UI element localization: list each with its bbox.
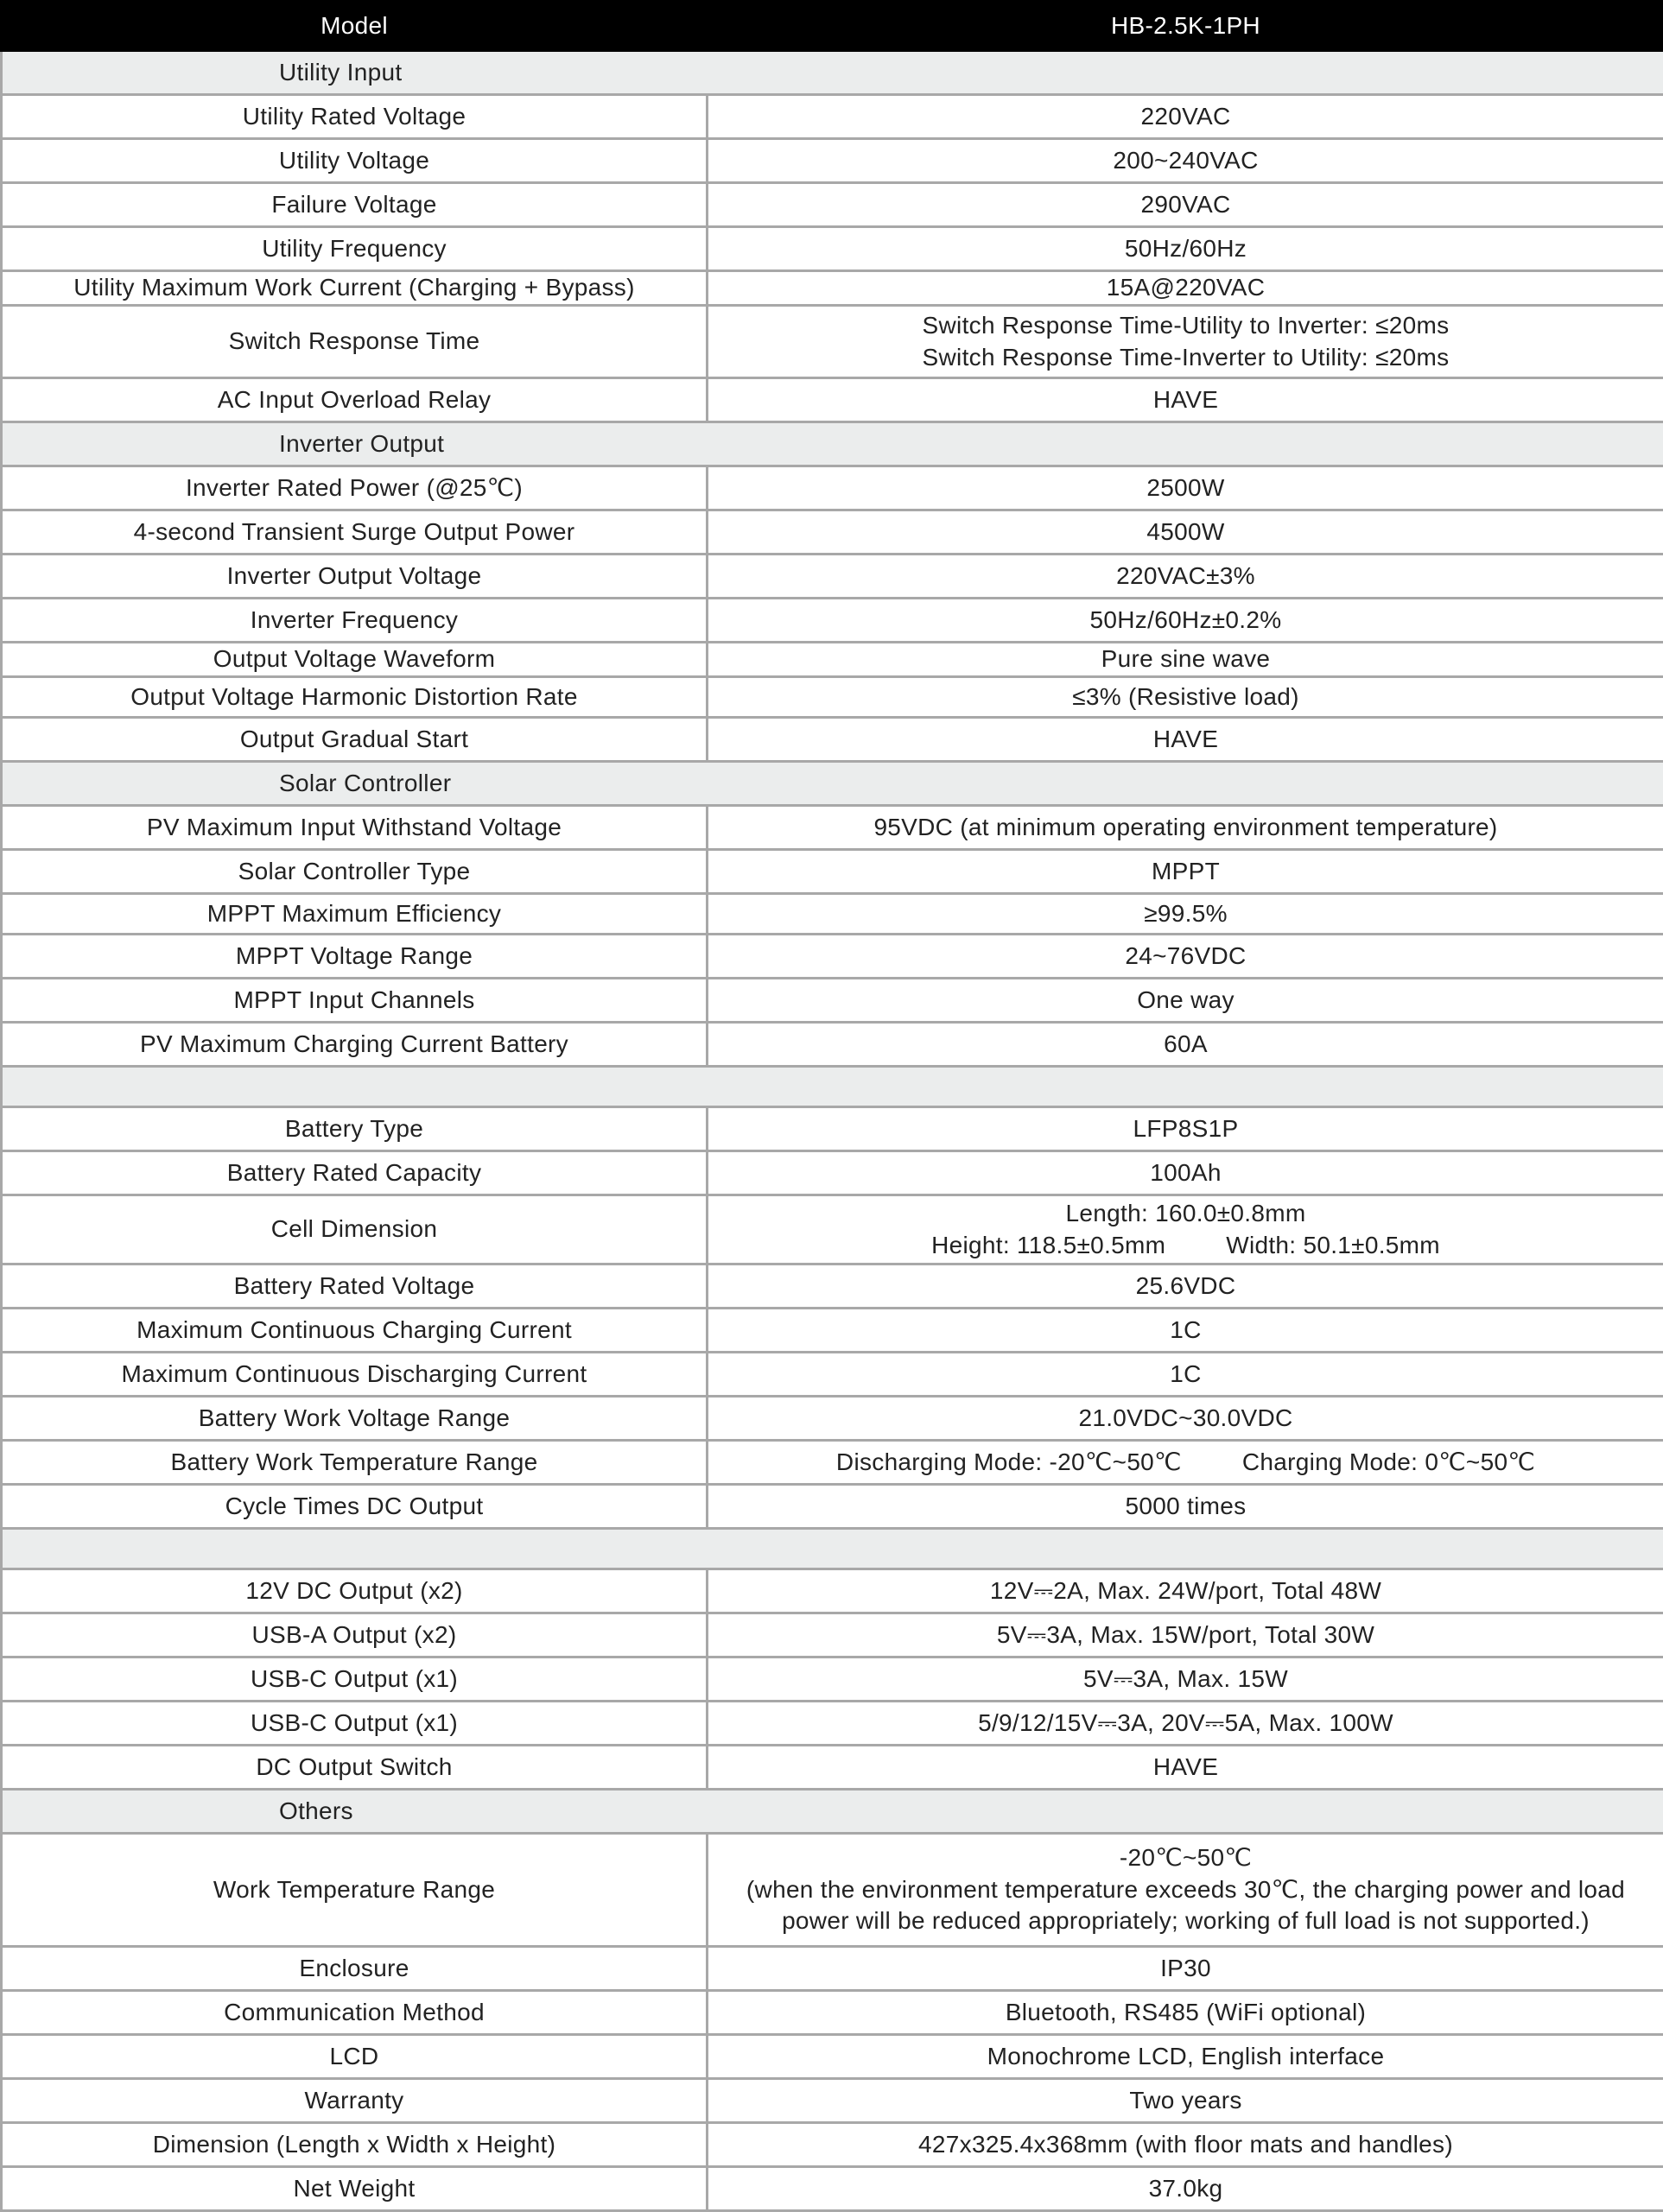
spec-row (2, 1485, 1663, 1529)
section-header-row (2, 1790, 1663, 1834)
spec-label: Dimension (Length x Width x Height) (2, 2123, 708, 2167)
spec-value: ≥99.5% (708, 894, 1663, 935)
spec-row (2, 1569, 1663, 1613)
spec-value: ≤3% (Resistive load) (708, 677, 1663, 718)
spec-label: Output Voltage Harmonic Distortion Rate (2, 677, 708, 718)
spec-value (708, 1834, 1663, 1947)
spec-value: 4500W (708, 510, 1663, 555)
spec-value: 5V⎓3A, Max. 15W (708, 1657, 1663, 1702)
spec-value: Two years (708, 2079, 1663, 2123)
spec-row (2, 378, 1663, 422)
spec-value: 5V⎓3A, Max. 15W/port, Total 30W (708, 1613, 1663, 1657)
spec-row (2, 850, 1663, 894)
spec-row (2, 806, 1663, 850)
spec-row (2, 979, 1663, 1023)
spec-value-pair (714, 1447, 1658, 1479)
spec-row (2, 555, 1663, 599)
spec-value-part: Width: 50.1±0.5mm (1226, 1232, 1440, 1258)
spec-value: 1C (708, 1309, 1663, 1353)
spec-value-line: Switch Response Time-Utility to Inverter: ≤20ms (714, 310, 1658, 342)
spec-label: Cycle Times DC Output (2, 1485, 708, 1529)
spec-label: USB-C Output (x1) (2, 1657, 708, 1702)
section-header-row (2, 762, 1663, 806)
spec-row (2, 894, 1663, 935)
spec-value: 50Hz/60Hz±0.2% (708, 599, 1663, 643)
spec-row (2, 227, 1663, 271)
spec-value: 5/9/12/15V⎓3A, 20V⎓5A, Max. 100W (708, 1702, 1663, 1746)
spec-row (2, 95, 1663, 139)
spec-value: 21.0VDC~30.0VDC (708, 1397, 1663, 1441)
spec-value: IP30 (708, 1947, 1663, 1991)
header-row (2, 2, 1663, 51)
spec-row (2, 1195, 1663, 1264)
spec-value: 1C (708, 1353, 1663, 1397)
spec-row (2, 1991, 1663, 2035)
spec-value-line: power will be reduced appropriately; working of full load is not supported.) (714, 1905, 1658, 1937)
spec-value: Pure sine wave (708, 643, 1663, 677)
spec-row (2, 1441, 1663, 1485)
spec-row (2, 1702, 1663, 1746)
spec-label: Work Temperature Range (2, 1834, 708, 1947)
spec-label: Inverter Rated Power (@25℃) (2, 466, 708, 510)
spec-label: Failure Voltage (2, 183, 708, 227)
spec-value: 25.6VDC (708, 1264, 1663, 1309)
model-value: HB-2.5K-1PH (708, 2, 1663, 51)
spec-label: Solar Controller Type (2, 850, 708, 894)
spec-label: Output Gradual Start (2, 718, 708, 762)
spec-value: HAVE (708, 718, 1663, 762)
section-header-row (2, 1529, 1663, 1569)
section-title: Inverter Output (2, 422, 1663, 466)
spec-label: USB-C Output (x1) (2, 1702, 708, 1746)
spec-value: MPPT (708, 850, 1663, 894)
spec-value (708, 306, 1663, 378)
spec-label: Inverter Frequency (2, 599, 708, 643)
spec-row (2, 510, 1663, 555)
spec-label: Utility Rated Voltage (2, 95, 708, 139)
section-title (2, 1529, 1663, 1569)
spec-row (2, 2123, 1663, 2167)
spec-label: PV Maximum Input Withstand Voltage (2, 806, 708, 850)
spec-value-line: (when the environment temperature exceeds 30℃, the charging power and load (714, 1874, 1658, 1906)
spec-label: DC Output Switch (2, 1746, 708, 1790)
spec-label: MPPT Maximum Efficiency (2, 894, 708, 935)
spec-value: 200~240VAC (708, 139, 1663, 183)
spec-label: PV Maximum Charging Current Battery (2, 1023, 708, 1067)
spec-body (2, 51, 1663, 2211)
spec-value-line: -20℃~50℃ (714, 1842, 1658, 1874)
spec-value: 2500W (708, 466, 1663, 510)
spec-value: 95VDC (at minimum operating environment temperature) (708, 806, 1663, 850)
spec-row (2, 1613, 1663, 1657)
spec-value: 290VAC (708, 183, 1663, 227)
spec-row (2, 718, 1663, 762)
spec-label: Battery Work Temperature Range (2, 1441, 708, 1485)
spec-value (708, 1441, 1663, 1485)
spec-label: LCD (2, 2035, 708, 2079)
spec-row (2, 1309, 1663, 1353)
spec-value-line: Length: 160.0±0.8mm (714, 1198, 1658, 1230)
spec-label: Utility Maximum Work Current (Charging + Bypass) (2, 271, 708, 306)
spec-row (2, 1151, 1663, 1195)
section-title (2, 1067, 1663, 1107)
spec-label: Maximum Continuous Charging Current (2, 1309, 708, 1353)
spec-label: Enclosure (2, 1947, 708, 1991)
spec-value-line: Switch Response Time-Inverter to Utility: ≤20ms (714, 342, 1658, 374)
spec-label: Output Voltage Waveform (2, 643, 708, 677)
spec-value: 100Ah (708, 1151, 1663, 1195)
spec-value: One way (708, 979, 1663, 1023)
section-title: Solar Controller (2, 762, 1663, 806)
spec-label: Utility Frequency (2, 227, 708, 271)
section-header-row (2, 422, 1663, 466)
spec-row (2, 2167, 1663, 2211)
spec-label: Warranty (2, 2079, 708, 2123)
spec-label: Inverter Output Voltage (2, 555, 708, 599)
spec-row (2, 1657, 1663, 1702)
spec-row (2, 1107, 1663, 1151)
spec-value: 37.0kg (708, 2167, 1663, 2211)
spec-label: Switch Response Time (2, 306, 708, 378)
spec-row (2, 466, 1663, 510)
spec-label: Maximum Continuous Discharging Current (2, 1353, 708, 1397)
spec-row (2, 1023, 1663, 1067)
spec-row (2, 1834, 1663, 1947)
spec-value: LFP8S1P (708, 1107, 1663, 1151)
spec-label: 12V DC Output (x2) (2, 1569, 708, 1613)
spec-value: 5000 times (708, 1485, 1663, 1529)
spec-value: 60A (708, 1023, 1663, 1067)
spec-label: Battery Type (2, 1107, 708, 1151)
spec-label: Utility Voltage (2, 139, 708, 183)
section-title: Others (2, 1790, 1663, 1834)
spec-value: 12V⎓2A, Max. 24W/port, Total 48W (708, 1569, 1663, 1613)
spec-value-pair (714, 1230, 1658, 1262)
spec-value: HAVE (708, 378, 1663, 422)
spec-value: 220VAC±3% (708, 555, 1663, 599)
model-label: Model (2, 2, 708, 51)
spec-row (2, 139, 1663, 183)
spec-row (2, 271, 1663, 306)
spec-row (2, 1353, 1663, 1397)
spec-label: MPPT Input Channels (2, 979, 708, 1023)
spec-value: 15A@220VAC (708, 271, 1663, 306)
spec-value: HAVE (708, 1746, 1663, 1790)
spec-label: AC Input Overload Relay (2, 378, 708, 422)
spec-row (2, 935, 1663, 979)
spec-value: 220VAC (708, 95, 1663, 139)
spec-label: 4-second Transient Surge Output Power (2, 510, 708, 555)
spec-label: Battery Rated Voltage (2, 1264, 708, 1309)
spec-value: Monochrome LCD, English interface (708, 2035, 1663, 2079)
spec-value: Bluetooth, RS485 (WiFi optional) (708, 1991, 1663, 2035)
spec-value (708, 1195, 1663, 1264)
spec-label: USB-A Output (x2) (2, 1613, 708, 1657)
spec-row (2, 677, 1663, 718)
spec-label: Battery Work Voltage Range (2, 1397, 708, 1441)
section-title: Utility Input (2, 51, 1663, 95)
section-header-row (2, 1067, 1663, 1107)
section-header-row (2, 51, 1663, 95)
spec-value-part: Discharging Mode: -20℃~50℃ (836, 1448, 1182, 1475)
spec-label: Battery Rated Capacity (2, 1151, 708, 1195)
spec-row (2, 1947, 1663, 1991)
spec-value: 24~76VDC (708, 935, 1663, 979)
spec-value-part: Charging Mode: 0℃~50℃ (1242, 1448, 1535, 1475)
spec-row (2, 2035, 1663, 2079)
spec-value-part: Height: 118.5±0.5mm (931, 1232, 1165, 1258)
spec-row (2, 183, 1663, 227)
spec-label: Communication Method (2, 1991, 708, 2035)
spec-row (2, 306, 1663, 378)
spec-label: Net Weight (2, 2167, 708, 2211)
spec-row (2, 643, 1663, 677)
spec-row (2, 599, 1663, 643)
spec-label: MPPT Voltage Range (2, 935, 708, 979)
spec-row (2, 1397, 1663, 1441)
spec-row (2, 1746, 1663, 1790)
spec-label: Cell Dimension (2, 1195, 708, 1264)
spec-row (2, 1264, 1663, 1309)
spec-value: 427x325.4x368mm (with floor mats and handles) (708, 2123, 1663, 2167)
spec-row (2, 2079, 1663, 2123)
spec-value: 50Hz/60Hz (708, 227, 1663, 271)
